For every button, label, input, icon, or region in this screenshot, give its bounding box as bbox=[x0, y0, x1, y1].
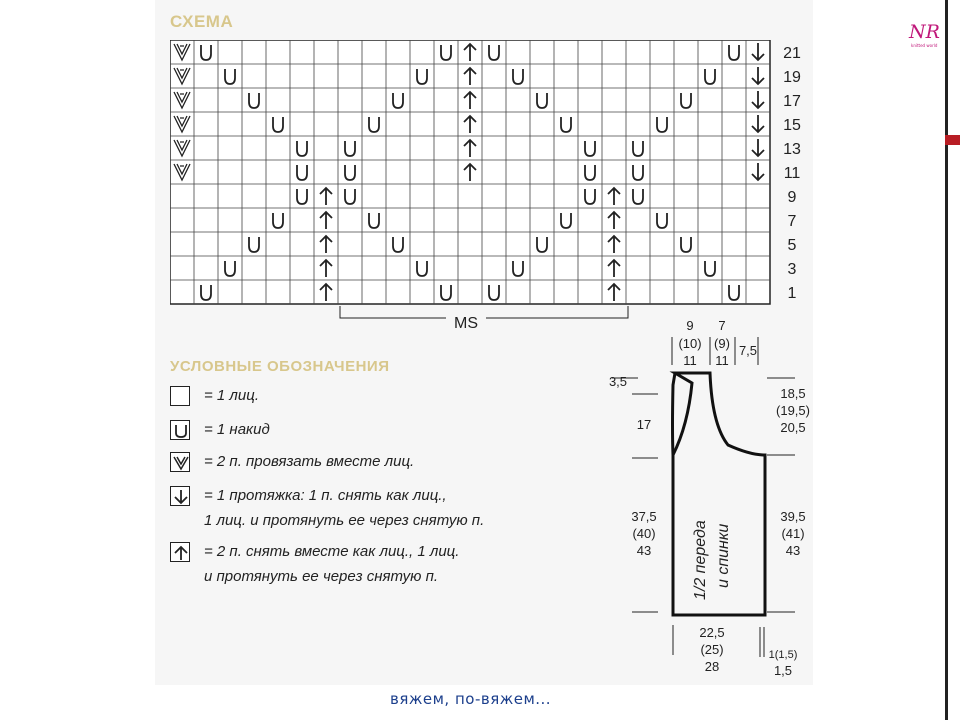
dim-bottom-width: 22,5 bbox=[699, 625, 725, 640]
repeat-bracket-line bbox=[340, 306, 628, 318]
dim-armhole-right: 20,5 bbox=[780, 420, 806, 435]
logo bbox=[905, 14, 945, 54]
dim-top-mid: (9) bbox=[714, 336, 730, 351]
dim-shoulder-drop: 3,5 bbox=[608, 374, 628, 389]
dim-top-left: (10) bbox=[678, 336, 702, 351]
row-number: 7 bbox=[787, 213, 797, 230]
legend-item-decrease-down bbox=[170, 486, 530, 538]
empty-square-icon bbox=[170, 386, 190, 406]
row-number: 3 bbox=[787, 261, 797, 278]
legend-text: = 1 накид bbox=[204, 421, 270, 438]
knitting-chart bbox=[170, 40, 810, 330]
logo-mark: NR bbox=[909, 21, 940, 43]
yarn-over-icon bbox=[170, 420, 190, 440]
repeat-bracket bbox=[340, 306, 628, 330]
dim-body-left: 43 bbox=[636, 543, 652, 558]
legend-title: УСЛОВНЫЕ ОБОЗНАЧЕНИЯ bbox=[170, 358, 390, 375]
dim-armhole-right: (19,5) bbox=[776, 403, 810, 418]
accent-block bbox=[945, 135, 960, 145]
row-number: 11 bbox=[783, 165, 801, 182]
dim-body-right: (41) bbox=[781, 526, 805, 541]
edge-line bbox=[945, 0, 948, 720]
dim-bottom-right: 1,5 bbox=[773, 663, 793, 678]
dim-top-left: 9 bbox=[686, 318, 694, 333]
dim-bottom-right: 1(1,5) bbox=[768, 649, 798, 661]
row-number: 13 bbox=[783, 141, 801, 158]
footer-caption: вяжем, по-вяжем... bbox=[390, 690, 552, 708]
dim-armhole-right: 18,5 bbox=[780, 386, 806, 401]
row-number: 21 bbox=[783, 45, 801, 62]
dim-top-mid: 11 bbox=[715, 353, 729, 368]
schema-title: СХЕМА bbox=[170, 12, 234, 31]
arrow-down-icon bbox=[170, 486, 190, 506]
dim-bottom-width: 28 bbox=[704, 659, 720, 674]
legend-text-line2: 1 лиц. и протянуть ее через снятую п. bbox=[204, 512, 485, 529]
row-number: 1 bbox=[787, 285, 797, 302]
garment-schematic bbox=[600, 315, 815, 680]
row-numbers bbox=[783, 45, 801, 302]
arrow-up-icon bbox=[170, 542, 190, 562]
legend-item-yarn-over bbox=[170, 420, 490, 444]
dim-bottom-width: (25) bbox=[700, 642, 724, 657]
armhole-edge bbox=[673, 373, 676, 455]
legend-text: = 2 п. провязать вместе лиц. bbox=[204, 453, 415, 470]
piece-label: и спинки bbox=[715, 523, 732, 588]
legend-item-k2tog bbox=[170, 452, 510, 476]
legend-text: = 2 п. снять вместе как лиц., 1 лиц. bbox=[204, 543, 460, 560]
legend-text: = 1 протяжка: 1 п. снять как лиц., bbox=[204, 487, 447, 504]
dim-body-right: 43 bbox=[785, 543, 801, 558]
legend-text-line2: и протянуть ее через снятую п. bbox=[204, 568, 439, 585]
slide-edge-bar bbox=[945, 0, 960, 720]
repeat-label: MS bbox=[454, 315, 478, 330]
piece-label: 1/2 переда bbox=[692, 520, 709, 600]
legend-text: = 1 лиц. bbox=[204, 387, 259, 404]
dim-body-right: 39,5 bbox=[780, 509, 806, 524]
legend-item-decrease-up bbox=[170, 542, 530, 594]
row-number: 5 bbox=[787, 237, 797, 254]
k2tog-icon bbox=[170, 452, 190, 472]
row-number: 17 bbox=[783, 93, 801, 110]
dim-body-left: (40) bbox=[632, 526, 656, 541]
dim-top-mid: 7 bbox=[718, 318, 726, 333]
dim-body-left: 37,5 bbox=[631, 509, 657, 524]
row-number: 9 bbox=[787, 189, 797, 206]
dim-armhole-left: 17 bbox=[636, 417, 652, 432]
legend-item-knit bbox=[170, 386, 490, 410]
row-number: 15 bbox=[783, 117, 801, 134]
dim-top-right: 7,5 bbox=[738, 343, 758, 358]
dim-top-left: 11 bbox=[683, 353, 697, 368]
logo-subtext: knitted world bbox=[911, 43, 938, 48]
row-number: 19 bbox=[783, 69, 801, 86]
